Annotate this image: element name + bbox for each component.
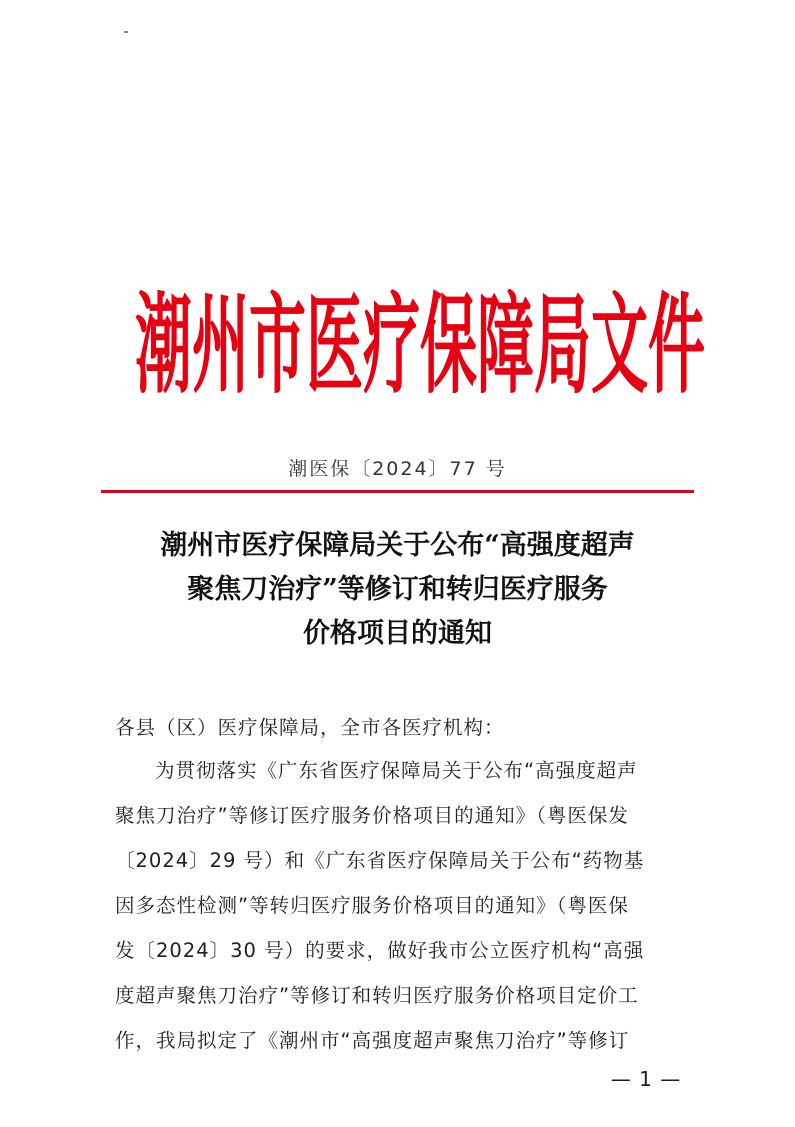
masthead-char: 医 xyxy=(306,283,363,410)
paragraph-line: 为贯彻落实《广东省医疗保障局关于公布“高强度超声 xyxy=(155,759,638,782)
paragraph-line: 度超声聚焦刀治疗”等修订和转归医疗服务价格项目定价工 xyxy=(115,984,639,1007)
masthead-char: 件 xyxy=(648,283,705,410)
paragraph-line: 作，我局拟定了《潮州市“高强度超声聚焦刀治疗”等修订 xyxy=(115,1029,630,1052)
title-line: 潮州市医疗保障局关于公布“高强度超声 xyxy=(160,530,635,561)
masthead-char: 潮 xyxy=(135,283,192,410)
masthead-char: 障 xyxy=(477,283,534,410)
scan-speck xyxy=(124,31,128,33)
paragraph-line: 〔2024〕29 号）和《广东省医疗保障局关于公布“药物基 xyxy=(115,849,645,872)
masthead-char: 保 xyxy=(420,283,477,410)
masthead-char: 州 xyxy=(192,283,249,410)
paragraph-line: 因多态性检测”等转归医疗服务价格项目的通知》（粤医保 xyxy=(115,894,629,917)
page-number: — 1 — xyxy=(610,1067,682,1091)
masthead-char: 市 xyxy=(249,283,306,410)
masthead-char: 文 xyxy=(591,283,648,410)
masthead-char: 疗 xyxy=(363,283,420,410)
document-number: 潮医保〔2024〕77 号 xyxy=(288,458,507,480)
masthead xyxy=(135,283,705,410)
document-title xyxy=(0,524,795,656)
body-paragraph xyxy=(115,748,681,1063)
document-body xyxy=(115,708,681,1063)
salutation: 各县（区）医疗保障局，全市各医疗机构： xyxy=(115,716,505,739)
title-line: 聚焦刀治疗”等修订和转归医疗服务 xyxy=(187,574,608,605)
title-line: 价格项目的通知 xyxy=(303,618,492,649)
paragraph-line: 聚焦刀治疗”等修订医疗服务价格项目的通知》（粤医保发 xyxy=(115,804,629,827)
red-divider-line xyxy=(101,490,694,493)
masthead-char: 局 xyxy=(534,283,591,410)
paragraph-line: 发〔2024〕30 号）的要求，做好我市公立医疗机构“高强 xyxy=(115,939,645,962)
